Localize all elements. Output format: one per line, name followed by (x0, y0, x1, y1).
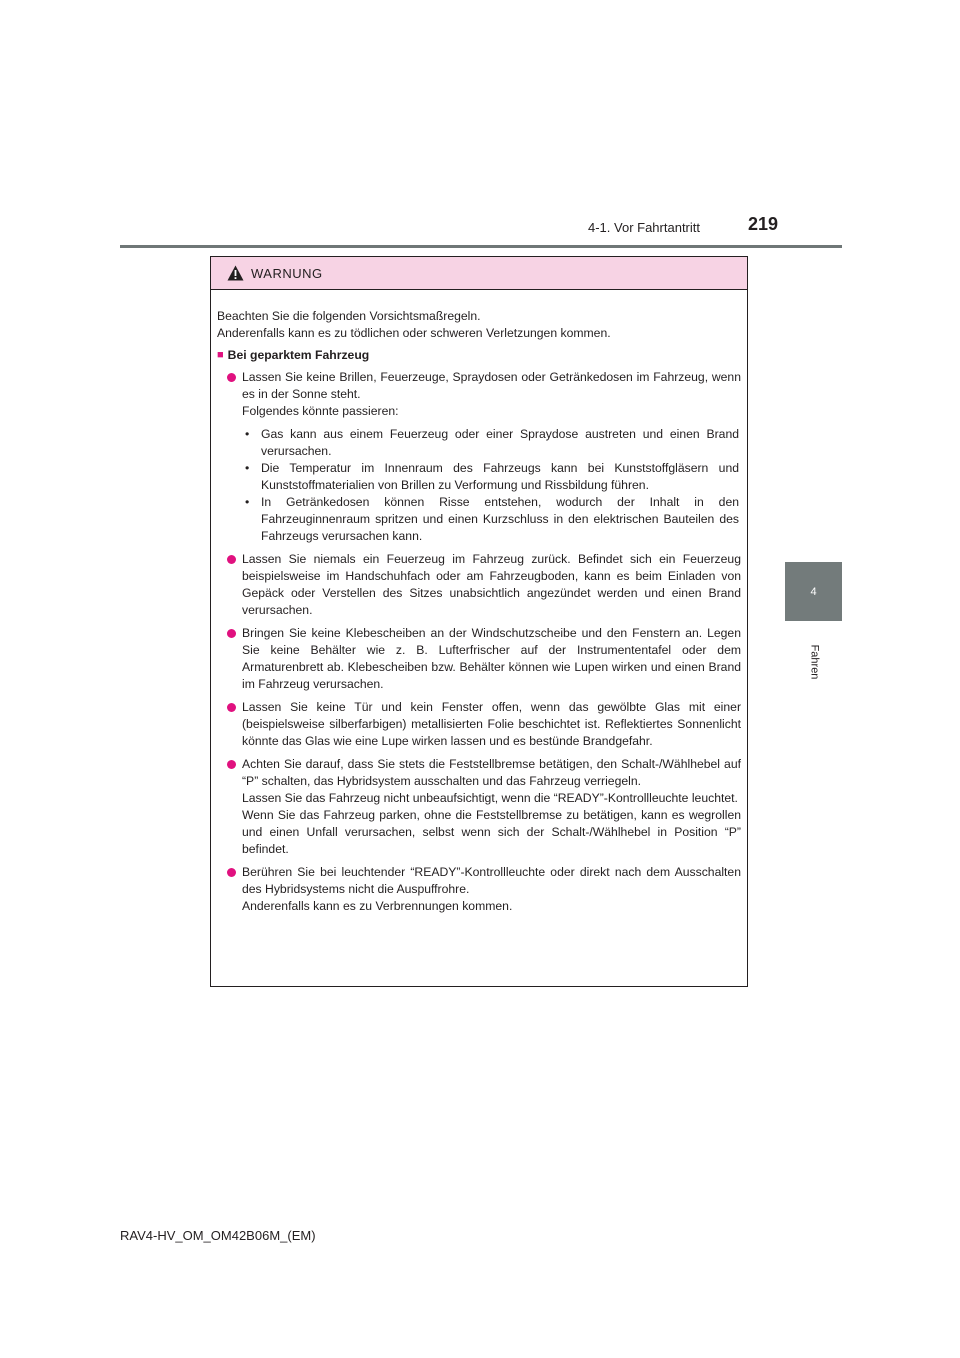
sub-item-text: In Getränkedosen können Risse entstehen, wodurch der Inhalt in den Fahrzeuginnenraum spritzen und einen Kurzschluss in den elektrischen Bauteilen des Fahrzeugs verursachen kann. (261, 495, 739, 543)
chapter-label (786, 632, 842, 692)
bullet-dot-icon (227, 555, 236, 564)
list-item (217, 756, 741, 858)
chapter-tab (785, 562, 842, 621)
item-text: Lassen Sie das Fahrzeug nicht unbeaufsichtigt, wenn die “READY”-Kontrollleuchte leuchtet. (242, 791, 738, 805)
item-text: Lassen Sie niemals ein Feuerzeug im Fahrzeug zurück. Befindet sich ein Feuerzeug beispielsweise im Handschuhfach oder am Fahrzeugboden, kann es beim Einladen von Gepäck oder Verstellen des Sitzes unabsichtlich angezündet werden und einen Brand verursachen. (242, 552, 741, 617)
section-title: 4-1. Vor Fahrtantritt (588, 220, 700, 235)
header-divider (120, 245, 842, 248)
warning-header (211, 257, 747, 290)
item-text: Folgendes könnte passieren: (242, 404, 399, 418)
warning-triangle-icon (227, 265, 244, 281)
intro-line: Anderenfalls kann es zu tödlichen oder schweren Verletzungen kommen. (217, 326, 611, 340)
list-item (217, 625, 741, 693)
square-bullet-icon: ■ (217, 349, 224, 361)
warning-title: WARNUNG (251, 265, 323, 281)
warning-intro (217, 308, 741, 342)
item-text: Bringen Sie keine Klebescheiben an der Windschutzscheibe und den Fenstern an. Legen Sie keine Behälter wie z. B. Lufterfrischer auf der Instrumententafel oder dem Armaturenbrett ab. Klebescheiben bzw. Behälter können wie Lupen wirken und einen Brand im Fahrzeug verursachen. (242, 626, 741, 691)
item-text: Wenn Sie das Fahrzeug parken, ohne die Feststellbremse zu betätigen, kann es wegrollen und einen Unfall verursachen, selbst wenn sich der Schalt-/Wählhebel in Position “P” befindet. (242, 808, 741, 856)
sub-bullet-icon: • (245, 461, 250, 475)
list-item (217, 551, 741, 619)
sub-item-text: Die Temperatur im Innenraum des Fahrzeugs kann bei Kunststoffgläsern und Kunststoffmaterialien von Brillen zu Verformung und Rissbildung führen. (261, 461, 739, 492)
item-text: Lassen Sie keine Tür und kein Fenster offen, wenn das gewölbte Glas mit einer (beispielsweise silberfarbigen) metallisierten Folie beschichtet ist. Reflektiertes Sonnenlicht könnte das Glas wie eine Lupe wirken lassen und es bestünde Brandgefahr. (242, 700, 741, 748)
sub-bullet-icon: • (245, 495, 250, 509)
section-heading (217, 347, 741, 364)
list-item (217, 699, 741, 750)
item-text: Lassen Sie keine Brillen, Feuerzeuge, Spraydosen oder Getränkedosen im Fahrzeug, wenn es in der Sonne steht. (242, 370, 741, 401)
sub-bullet-icon: • (245, 427, 250, 441)
sub-list-item (217, 426, 739, 460)
chapter-name: Fahren (807, 644, 820, 680)
sub-list-item (217, 494, 739, 545)
list-item (217, 864, 741, 915)
item-text: Berühren Sie bei leuchtender “READY”-Kontrollleuchte oder direkt nach dem Ausschalten des Hybridsystems nicht die Auspuffrohre. (242, 865, 741, 896)
warning-body (211, 290, 747, 915)
sub-list (217, 426, 741, 545)
sub-list-item (217, 460, 739, 494)
bullet-dot-icon (227, 868, 236, 877)
item-text: Achten Sie darauf, dass Sie stets die Feststellbremse betätigen, den Schalt-/Wählhebel auf “P” schalten, das Hybridsystem ausschalten und das Fahrzeug verriegeln. (242, 757, 741, 788)
bullet-dot-icon (227, 373, 236, 382)
document-code: RAV4-HV_OM_OM42B06M_(EM) (120, 1228, 316, 1243)
bullet-dot-icon (227, 703, 236, 712)
list-item (217, 369, 741, 420)
bullet-dot-icon (227, 760, 236, 769)
section-heading-text: Bei geparktem Fahrzeug (227, 348, 370, 362)
intro-line: Beachten Sie die folgenden Vorsichtsmaßregeln. (217, 309, 481, 323)
bullet-dot-icon (227, 629, 236, 638)
warning-box (210, 256, 748, 987)
item-text: Anderenfalls kann es zu Verbrennungen kommen. (242, 899, 513, 913)
sub-item-text: Gas kann aus einem Feuerzeug oder einer Spraydose austreten und einen Brand verursachen. (261, 427, 739, 458)
page-number: 219 (747, 214, 778, 234)
chapter-number: 4 (810, 585, 817, 598)
